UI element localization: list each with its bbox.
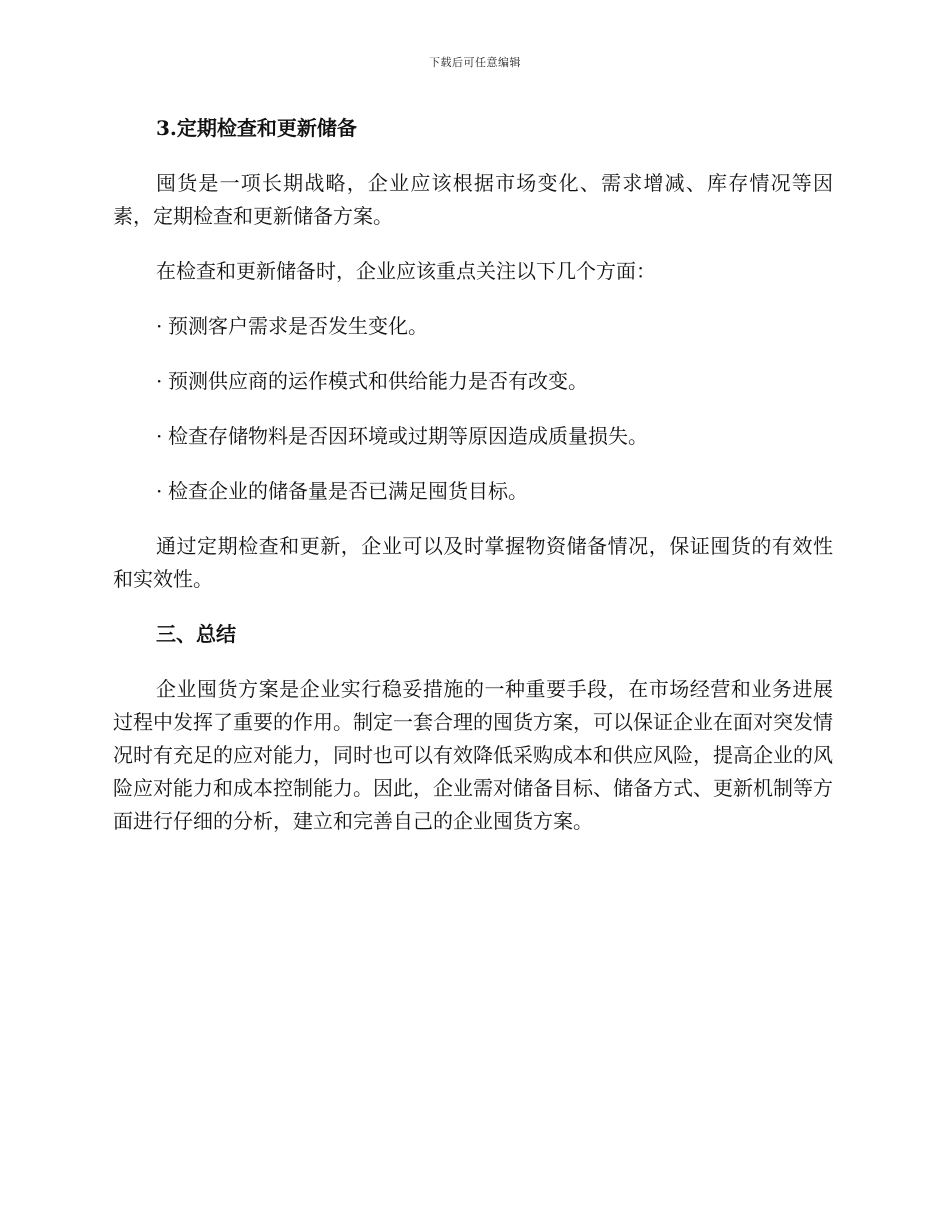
section-heading-3: 3.定期检查和更新储备 — [156, 116, 357, 140]
bullet-text: 检查存储物料是否因环境或过期等原因造成质量损失。 — [168, 424, 648, 448]
bullet-text: 检查企业的储备量是否已满足囤货目标。 — [168, 479, 528, 503]
paragraph-1: 囤货是一项长期战略，企业应该根据市场变化、需求增减、库存情况等因素，定期检查和更新储备方案。 — [113, 171, 833, 228]
bullet-item — [113, 365, 833, 398]
bullet-item — [113, 475, 833, 508]
bullet-item — [113, 310, 833, 343]
paragraph-2: 在检查和更新储备时，企业应该重点关注以下几个方面： — [156, 259, 656, 283]
bullet-text: 预测供应商的运作模式和供给能力是否有改变。 — [168, 369, 588, 393]
header-note: 下载后可任意编辑 — [429, 56, 521, 69]
paragraph-summary: 企业囤货方案是企业实行稳妥措施的一种重要手段，在市场经营和业务进展过程中发挥了重要的作用。制定一套合理的囤货方案，可以保证企业在面对突发情况时有充足的应对能力，同时也可以有效降低采购成本和供应风险，提高企业的风险应对能力和成本控制能力。因此，企业需对储备目标、储备方式、更新机制等方面进行仔细的分析，建立和完善自己的企业囤货方案。 — [113, 677, 833, 833]
bullet-item — [113, 420, 833, 453]
bullet-dot: · — [156, 479, 163, 503]
document-body — [113, 112, 833, 860]
bullet-dot: · — [156, 314, 163, 338]
bullet-dot: · — [156, 369, 163, 393]
bullet-text: 预测客户需求是否发生变化。 — [168, 314, 428, 338]
section-heading-summary: 三、总结 — [156, 622, 236, 646]
bullet-dot: · — [156, 424, 163, 448]
paragraph-3: 通过定期检查和更新，企业可以及时掌握物资储备情况，保证囤货的有效性和实效性。 — [113, 534, 833, 591]
